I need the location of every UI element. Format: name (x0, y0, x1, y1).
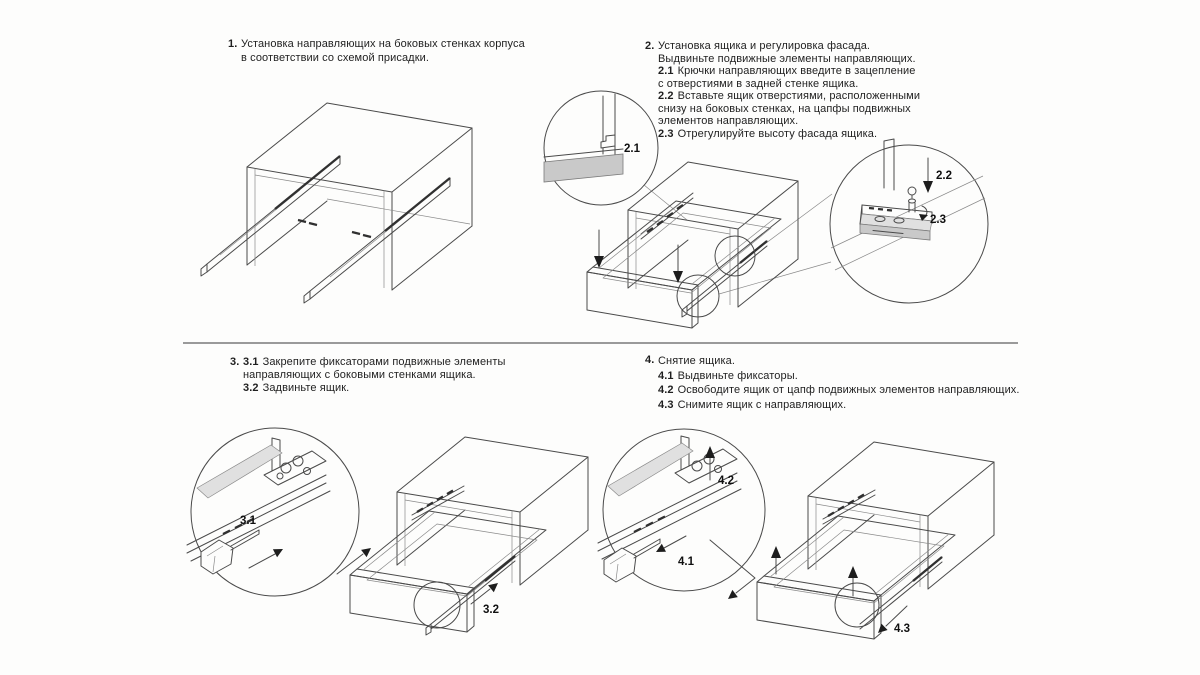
rail-in-cabinet (412, 486, 464, 520)
instruction-line (658, 383, 1020, 398)
instruction-line (658, 354, 1020, 369)
instruction-text: Выдвиньте фиксаторы. (677, 369, 798, 382)
highlight-circle-slide-tip (835, 583, 879, 627)
drawer-drawing (350, 511, 546, 635)
detail-circle-4-1 (598, 429, 765, 591)
cabinet-drawing (247, 103, 472, 290)
instruction-text: Установка ящика и регулировка фасада. (658, 40, 871, 52)
instruction-line (658, 65, 920, 78)
substep-number: 4.1 (658, 369, 674, 382)
instruction-text: Закрепите фиксаторами подвижные элементы (262, 356, 506, 368)
instruction-text: Выдвиньте подвижные элементы направляющих. (658, 52, 916, 65)
adjustment-cam (908, 187, 928, 221)
instruction-line (658, 398, 1020, 413)
instruction-text: Задвиньте ящик. (262, 382, 350, 394)
drawer-slide-right (304, 178, 450, 303)
instruction-text: Снимите ящик с направляющих. (677, 398, 847, 411)
mounting-hole-marks (298, 220, 371, 237)
drawing-step3-fixing-drawer (185, 428, 625, 658)
instruction-text: Снятие ящика. (658, 355, 736, 367)
instruction-text: элементов направляющих. (658, 115, 799, 127)
rail-channel-detail (860, 187, 932, 240)
substep-number: 4.3 (658, 398, 674, 411)
step-3-lines (243, 356, 506, 395)
callout-label-3-1: 3.1 (240, 515, 256, 527)
instruction-text: Крючки направляющих введите в зацепление (677, 65, 916, 77)
fixator-clip (604, 539, 660, 582)
drawer-slide-left (201, 156, 340, 276)
instruction-text: направляющих с боковыми стенками ящика. (243, 369, 476, 381)
instruction-text: снизу на боковых стенках, на цапфы подвижных (658, 102, 911, 115)
callout-label-2-1: 2.1 (624, 143, 640, 155)
step-number: 4. (645, 354, 655, 366)
pull-direction-arrow (710, 540, 755, 599)
rail-bar-shaded (544, 154, 623, 182)
cabinet-drawing (397, 437, 588, 585)
substep-number: 3.1 (243, 356, 259, 368)
arrow-4-1 (656, 536, 686, 552)
step-4-lines (658, 354, 1020, 412)
step-4-text (645, 354, 1020, 412)
rail-in-cabinet (823, 490, 875, 524)
drawing-step1-cabinet-with-rails (180, 86, 520, 336)
drawing-step4-drawer-removal (598, 424, 1048, 669)
instruction-text: с отверстиями в задней стенке ящика. (658, 77, 859, 90)
instruction-line (658, 369, 1020, 384)
callout-label-3-2: 3.2 (483, 604, 499, 616)
instruction-line (658, 53, 920, 66)
substep-number: 3.2 (243, 382, 259, 394)
arrow-2-2 (923, 158, 933, 193)
callout-label-4-2: 4.2 (718, 475, 734, 487)
cabinet-wall-shaded (197, 445, 282, 498)
instruction-line (241, 38, 525, 52)
arrow-3-1 (249, 549, 283, 568)
instruction-line (243, 356, 506, 369)
cabinet-drawing (808, 442, 994, 589)
step-1-lines (241, 38, 525, 65)
step-number: 2. (645, 40, 655, 52)
substep-number: 2.3 (658, 127, 674, 140)
instruction-text: в соответствии со схемой присадки. (241, 51, 430, 64)
detail-circle-2-1 (544, 91, 658, 205)
drawing-step2-drawer-installation (535, 84, 1005, 344)
instruction-text: Освободите ящик от цапф подвижных элементов направляющих. (677, 384, 1020, 396)
rail-in-cabinet (641, 193, 693, 239)
instruction-line (243, 369, 506, 382)
step-number: 1. (228, 38, 238, 50)
instruction-line (658, 40, 920, 53)
instruction-line (243, 382, 506, 395)
callout-label-2-3: 2.3 (930, 214, 946, 226)
cabinet-wall-shaded (608, 443, 693, 496)
callout-label-4-1: 4.1 (678, 556, 694, 568)
detail-circle-3-1 (187, 428, 359, 596)
step-3-text (230, 356, 506, 395)
instruction-text: Вставьте ящик отверстиями, расположенными (677, 90, 921, 102)
callout-label-2-2: 2.2 (936, 170, 952, 182)
instruction-text: Отрегулируйте высоту фасада ящика. (677, 127, 878, 140)
callout-label-4-3: 4.3 (894, 623, 910, 635)
instruction-line (241, 52, 525, 66)
leader-line (719, 194, 832, 294)
substep-number: 2.2 (658, 90, 674, 102)
substep-number: 4.2 (658, 384, 674, 396)
substep-number: 2.1 (658, 65, 674, 77)
instruction-text: Установка направляющих на боковых стенках корпуса (241, 38, 525, 50)
step-1-text (228, 38, 525, 65)
step-number: 3. (230, 356, 240, 368)
detail-circle-2-3 (830, 139, 988, 303)
